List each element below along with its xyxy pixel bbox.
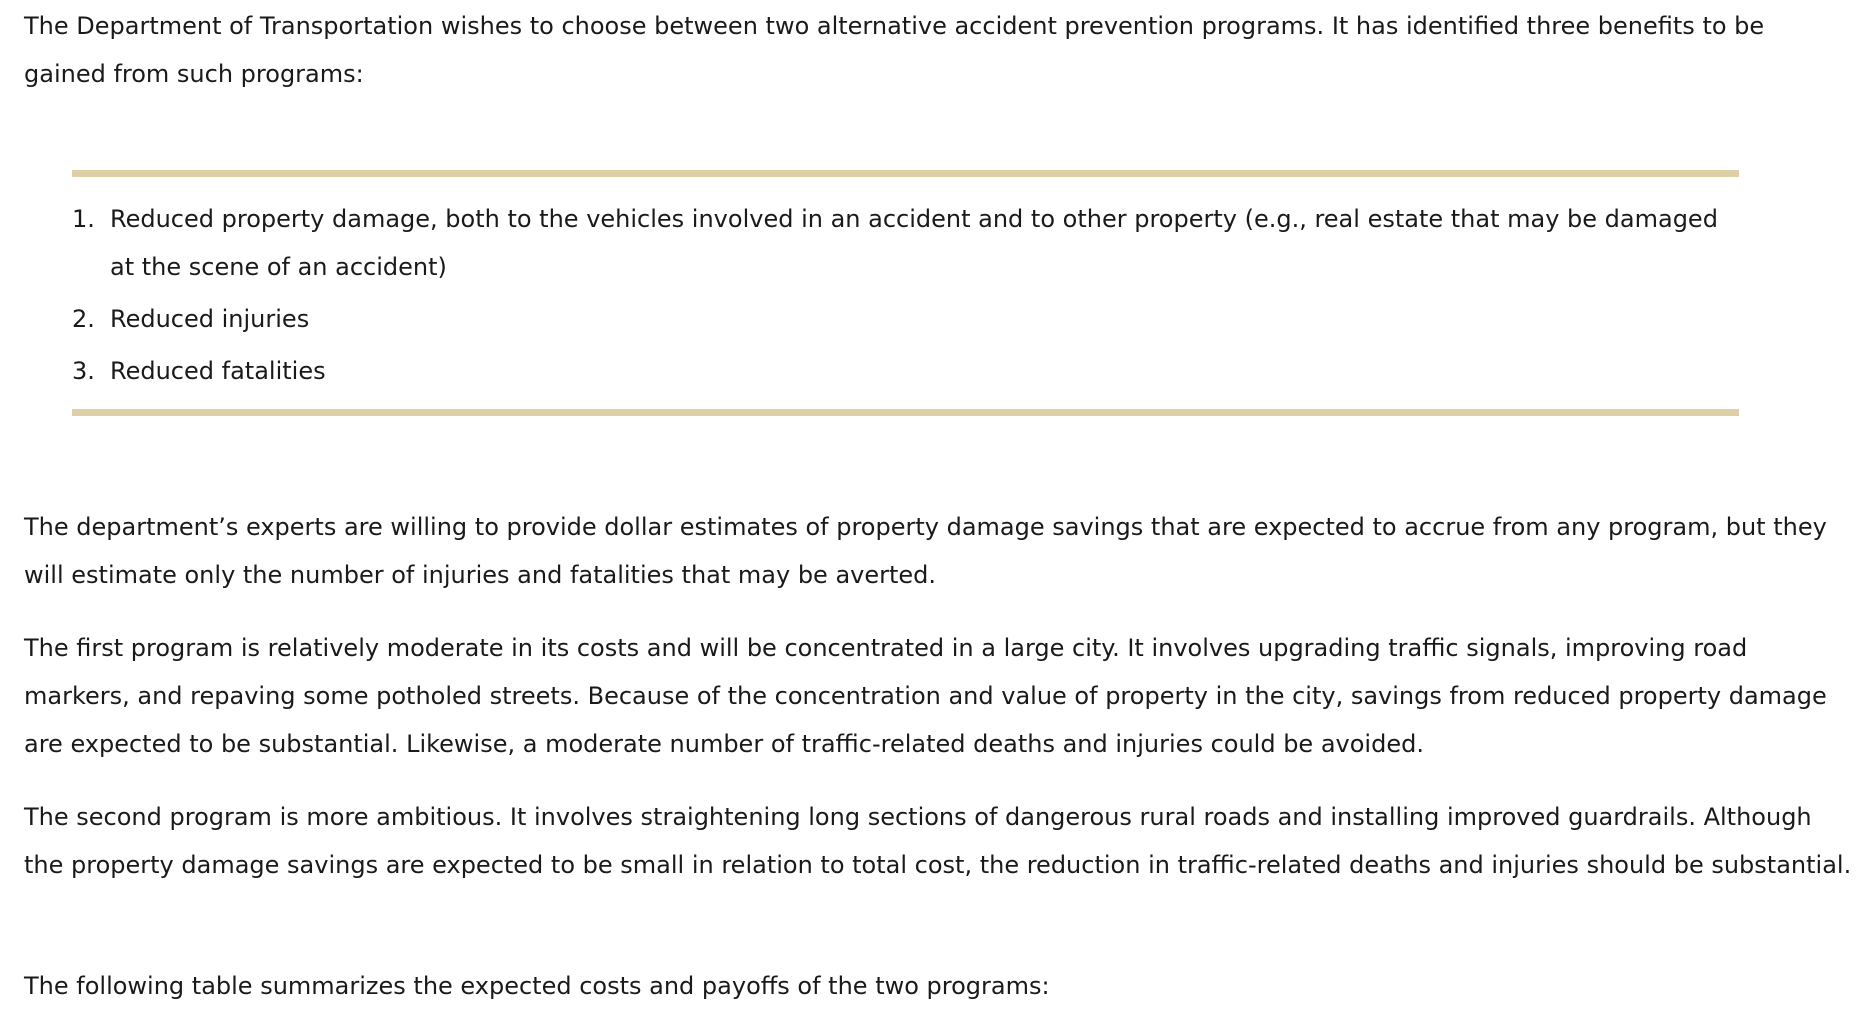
second-program-paragraph: The second program is more ambitious. It involves straightening long sections of dangerous rural roads and installing improved guardrails. Although the property damage savings are expected to be small in relation to total cost, the reduction in traffic-related deaths and injuries should be substantial. xyxy=(24,803,1852,879)
list-item-number: 2. xyxy=(72,305,95,333)
first-program-paragraph: The first program is relatively moderate in its costs and will be concentrated in a large city. It involves upgrading traffic signals, improving road markers, and repaving some potholed streets. Because of the concentration and value of property in the city, savings from reduced property damage are expected to be substantial. Likewise, a moderate number of traffic-related deaths and injuries could be avoided. xyxy=(24,634,1827,758)
list-item xyxy=(72,347,1739,395)
list-item xyxy=(72,295,1739,343)
benefits-box xyxy=(72,170,1739,416)
list-item-number: 3. xyxy=(72,357,95,385)
list-item xyxy=(72,195,1739,291)
list-item-text: Reduced fatalities xyxy=(110,357,326,385)
list-item-number: 1. xyxy=(72,205,95,233)
intro-paragraph: The Department of Transportation wishes to choose between two alternative accident prevention programs. It has identified three benefits to be gained from such programs: xyxy=(24,12,1765,88)
table-intro-paragraph: The following table summarizes the expected costs and payoffs of the two programs: xyxy=(24,972,1050,1000)
list-item-text: Reduced injuries xyxy=(110,305,310,333)
benefits-list xyxy=(72,195,1739,395)
experts-paragraph: The department’s experts are willing to provide dollar estimates of property damage savings that are expected to accrue from any program, but they will estimate only the number of injuries and fatalities that may be averted. xyxy=(24,513,1827,589)
list-item-text: Reduced property damage, both to the vehicles involved in an accident and to other property (e.g., real estate that may be damaged at the scene of an accident) xyxy=(110,205,1718,281)
